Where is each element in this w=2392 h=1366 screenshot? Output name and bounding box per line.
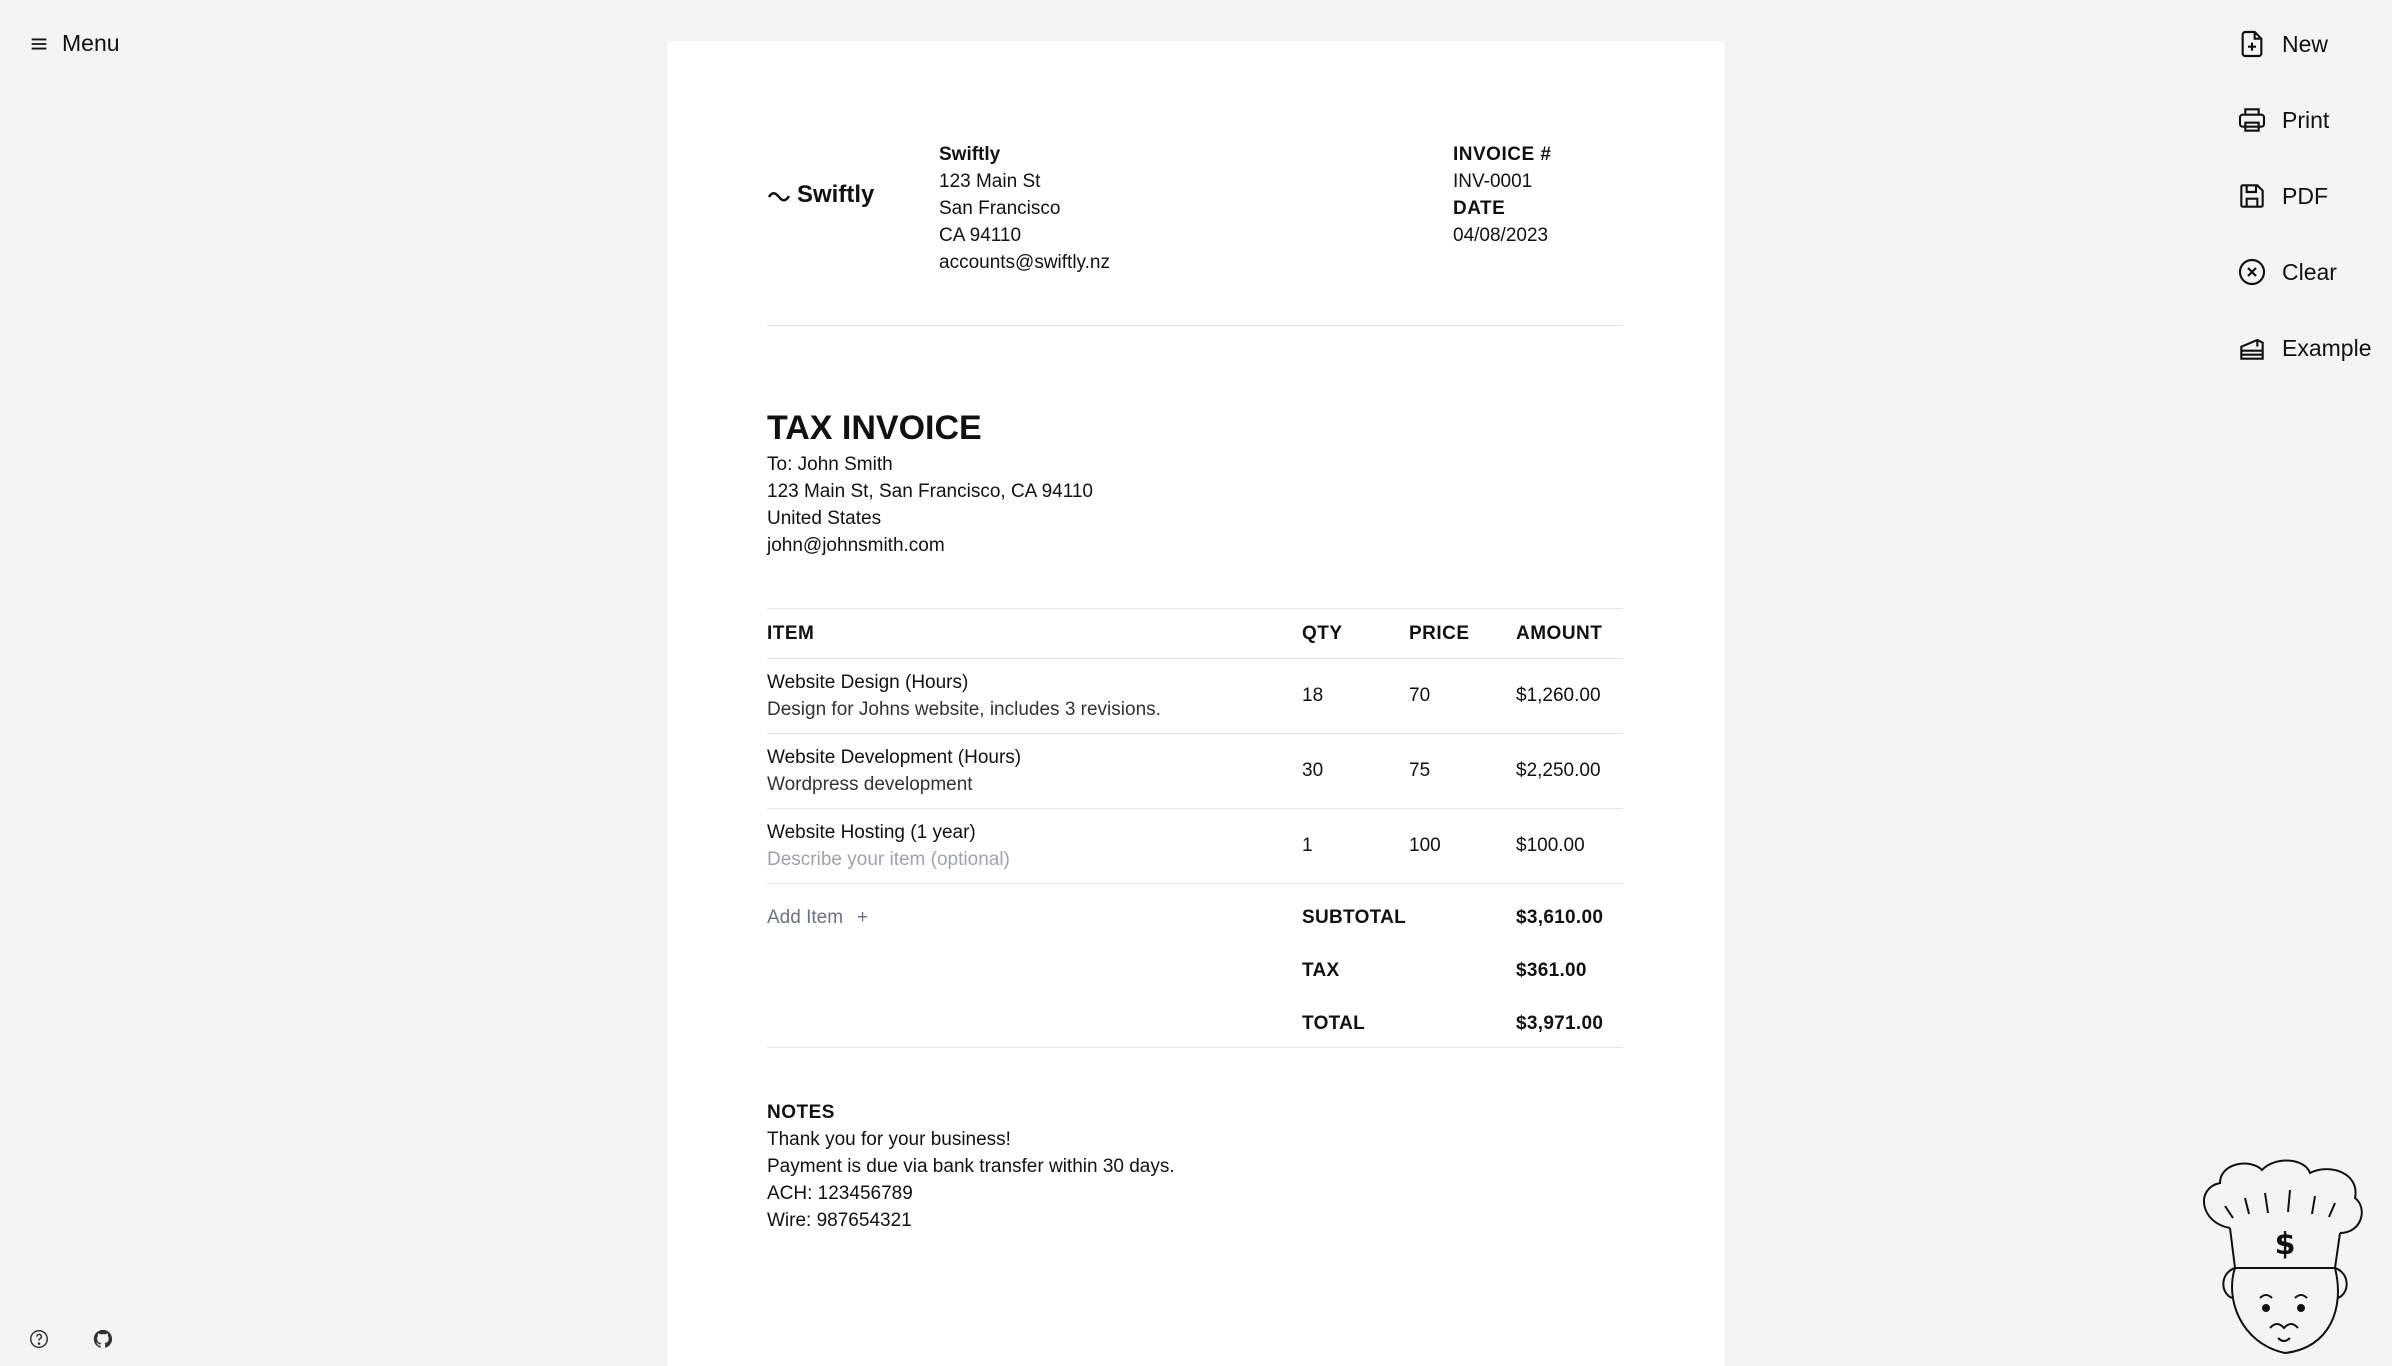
cake-icon [2236, 332, 2268, 364]
printer-icon [2236, 104, 2268, 136]
menu-label: Menu [62, 30, 120, 56]
add-item-label: Add Item [767, 907, 844, 928]
bill-to-email[interactable]: john@johnsmith.com [767, 535, 945, 556]
item-amount: $2,250.00 [1516, 734, 1623, 809]
invoice-meta [1453, 141, 1551, 249]
divider [767, 325, 1623, 326]
item-price-field[interactable]: 75 [1409, 734, 1516, 809]
company-address[interactable]: 123 Main St [939, 171, 1041, 192]
company-name[interactable]: Swiftly [939, 144, 1001, 165]
clear-button[interactable] [2236, 256, 2371, 288]
item-qty-field[interactable]: 30 [1302, 734, 1409, 809]
svg-text:$: $ [2274, 1227, 2296, 1262]
date-field[interactable]: 04/08/2023 [1453, 225, 1549, 246]
add-item-button[interactable] [767, 907, 868, 929]
column-header-qty: QTY [1302, 609, 1409, 659]
column-header-item: ITEM [767, 609, 1302, 659]
print-label: Print [2282, 106, 2330, 133]
swoosh-icon [767, 188, 791, 202]
invoice-title[interactable]: TAX INVOICE [767, 409, 982, 447]
item-name-field[interactable]: Website Development (Hours) [767, 747, 1022, 768]
save-icon [2236, 180, 2268, 212]
new-label: New [2282, 30, 2329, 57]
company-details[interactable] [939, 141, 1110, 276]
invoice-paper [667, 41, 1725, 1366]
item-qty-field[interactable]: 1 [1302, 809, 1409, 884]
item-name-field[interactable]: Website Design (Hours) [767, 672, 969, 693]
item-price-field[interactable]: 100 [1409, 809, 1516, 884]
item-price-field[interactable]: 70 [1409, 659, 1516, 734]
date-label: DATE [1453, 198, 1506, 219]
subtotal-label: SUBTOTAL [1302, 907, 1407, 928]
item-description-field[interactable]: Wordpress development [767, 774, 973, 795]
invoice-number-label: INVOICE # [1453, 144, 1552, 165]
clear-icon [2236, 256, 2268, 288]
example-label: Example [2282, 334, 2372, 361]
table-row [767, 734, 1623, 809]
clear-label: Clear [2282, 258, 2337, 285]
item-description-field[interactable]: Design for Johns website, includes 3 revisions. [767, 699, 1161, 720]
company-email[interactable]: accounts@swiftly.nz [939, 252, 1110, 273]
subtotal-row [1302, 907, 1603, 960]
column-header-price: PRICE [1409, 609, 1516, 659]
github-icon[interactable] [92, 1328, 114, 1350]
bill-to-country[interactable]: United States [767, 508, 882, 529]
notes-line[interactable]: ACH: 123456789 [767, 1183, 913, 1204]
company-region[interactable]: CA 94110 [939, 225, 1022, 246]
invoice-number-field[interactable]: INV-0001 [1453, 171, 1533, 192]
company-logo [767, 181, 874, 209]
help-icon[interactable] [28, 1328, 50, 1350]
tax-row [1302, 960, 1603, 1013]
new-button[interactable] [2236, 28, 2371, 60]
item-description-field[interactable]: Describe your item (optional) [767, 849, 1010, 870]
tax-value: $361.00 [1516, 960, 1587, 981]
notes-label: NOTES [767, 1102, 835, 1123]
company-city[interactable]: San Francisco [939, 198, 1061, 219]
notes-line[interactable]: Thank you for your business! [767, 1129, 1011, 1150]
divider [767, 1047, 1623, 1048]
logo-text: Swiftly [797, 181, 875, 208]
notes-line[interactable]: Wire: 987654321 [767, 1210, 912, 1231]
notes[interactable] [767, 1099, 1175, 1234]
total-label: TOTAL [1302, 1013, 1366, 1034]
table-row [767, 809, 1623, 884]
chef-mascot-icon [2190, 1158, 2368, 1358]
menu-button[interactable] [28, 30, 120, 57]
pdf-label: PDF [2282, 182, 2328, 209]
subtotal-value: $3,610.00 [1516, 907, 1604, 928]
item-name-field[interactable]: Website Hosting (1 year) [767, 822, 976, 843]
plus-icon: + [857, 907, 869, 928]
items-table [767, 608, 1623, 884]
bill-to[interactable] [767, 451, 1093, 559]
item-amount: $1,260.00 [1516, 659, 1623, 734]
totals [1302, 907, 1603, 1066]
total-value: $3,971.00 [1516, 1013, 1604, 1034]
print-button[interactable] [2236, 104, 2371, 136]
example-button[interactable] [2236, 332, 2371, 364]
table-row [767, 659, 1623, 734]
total-row [1302, 1013, 1603, 1066]
item-qty-field[interactable]: 18 [1302, 659, 1409, 734]
action-toolbar [2236, 28, 2371, 364]
column-header-amount: AMOUNT [1516, 609, 1623, 659]
pdf-button[interactable] [2236, 180, 2371, 212]
notes-line[interactable]: Payment is due via bank transfer within 30 days. [767, 1156, 1175, 1177]
tax-label: TAX [1302, 960, 1340, 981]
bill-to-address[interactable]: 123 Main St, San Francisco, CA 94110 [767, 481, 1093, 502]
hamburger-icon [28, 33, 50, 55]
new-file-icon [2236, 28, 2268, 60]
bill-to-name[interactable]: To: John Smith [767, 454, 893, 475]
item-amount: $100.00 [1516, 809, 1623, 884]
